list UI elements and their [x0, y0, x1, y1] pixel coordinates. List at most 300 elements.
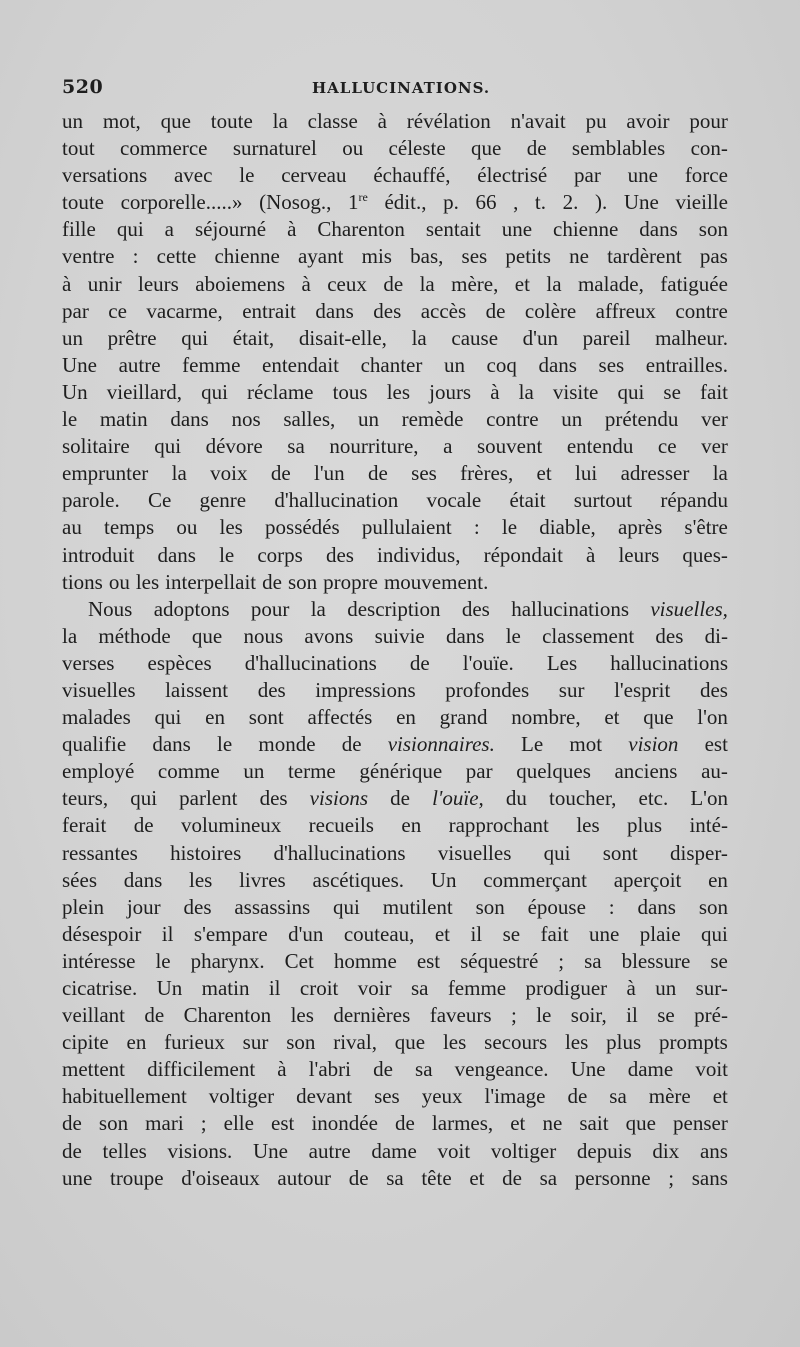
word: dans	[170, 407, 209, 432]
word: semblables	[571, 136, 666, 161]
word: pu	[585, 109, 607, 133]
text-line	[62, 514, 728, 541]
word: ferait	[62, 813, 107, 838]
word: électrisé	[477, 163, 548, 188]
word: pas	[699, 244, 728, 269]
word: femme	[447, 976, 507, 1000]
word: l'image	[484, 1084, 546, 1109]
word: s'empare	[193, 921, 268, 946]
word: nos	[231, 407, 261, 432]
word: répondait	[483, 542, 563, 567]
word: sur-	[695, 976, 728, 1000]
word: avec	[173, 163, 213, 188]
word: avoir	[626, 109, 670, 133]
word: tête	[421, 1165, 452, 1190]
text-line	[62, 162, 728, 189]
word: il	[470, 921, 483, 946]
word: prompts	[659, 1030, 728, 1055]
word: en	[126, 1030, 147, 1055]
word: autre	[308, 1138, 351, 1163]
word: souvent	[476, 434, 543, 459]
word: un	[357, 407, 379, 432]
word: des	[699, 677, 728, 702]
word: voir	[357, 976, 392, 1000]
word: à	[301, 271, 311, 296]
text-line	[62, 325, 728, 352]
word: mari	[145, 1111, 184, 1136]
word: monde	[258, 732, 316, 757]
word: laissent	[165, 677, 229, 702]
word: contre	[486, 407, 539, 432]
word: rapprochant	[448, 813, 549, 838]
word: de	[390, 786, 410, 811]
word: sont	[602, 840, 638, 865]
word: dame	[371, 1138, 417, 1163]
running-head	[62, 76, 726, 100]
word: au-	[701, 759, 728, 784]
word: femme	[182, 352, 241, 377]
word: Une	[62, 352, 97, 377]
word: voltiger	[490, 1138, 557, 1163]
word: parole.	[62, 488, 120, 513]
word: entendait	[262, 352, 339, 377]
word: espèces	[147, 650, 212, 675]
word: une	[588, 921, 620, 946]
word: et	[514, 271, 530, 296]
word: impressions	[315, 677, 416, 702]
word: Un	[430, 867, 457, 892]
word: dans	[639, 217, 678, 242]
text-line	[62, 812, 728, 839]
text-line	[62, 948, 728, 975]
word: ceux	[327, 271, 367, 296]
word: sans	[691, 1165, 728, 1190]
word: ayant	[297, 244, 344, 269]
word: pareil	[582, 325, 631, 350]
word: ver	[701, 434, 728, 459]
word: vocale	[426, 488, 482, 513]
word: la	[419, 271, 435, 296]
word: matin	[201, 976, 250, 1000]
word: du	[505, 786, 527, 811]
word: chienne	[214, 244, 280, 269]
text-line	[62, 1083, 728, 1110]
word: des	[183, 894, 212, 919]
text-line	[62, 460, 728, 487]
word: nourriture,	[329, 434, 419, 459]
word: son	[98, 1111, 129, 1136]
word: nombre,	[511, 705, 581, 730]
word: céleste	[388, 136, 446, 161]
word: une	[62, 1165, 93, 1190]
text-line	[62, 189, 728, 216]
word: les	[219, 515, 243, 540]
text-line	[62, 569, 728, 596]
word: à	[626, 976, 636, 1000]
word: :	[132, 244, 139, 269]
text-line	[62, 921, 728, 948]
word: con-	[690, 136, 728, 161]
word: les	[564, 1030, 589, 1055]
word: entendu	[566, 434, 634, 459]
word: versations	[62, 163, 148, 188]
text-line	[62, 1138, 728, 1165]
word: sées	[62, 867, 97, 892]
word: ce	[657, 434, 677, 459]
word: de	[502, 1165, 522, 1190]
word: ).	[594, 190, 608, 215]
word: un	[561, 407, 583, 432]
word: épouse	[527, 894, 586, 919]
word: visite	[552, 379, 599, 404]
word: parlent	[179, 786, 238, 811]
word: mère,	[451, 271, 499, 296]
word: telles	[102, 1138, 147, 1163]
word: une	[501, 217, 533, 242]
word: son	[698, 894, 728, 919]
word: disait-elle,	[298, 325, 387, 350]
word: p.	[443, 190, 459, 215]
word: visuelles,	[650, 596, 728, 621]
word: le	[155, 948, 171, 973]
word: malades	[62, 705, 131, 730]
word: homme	[333, 948, 397, 973]
word: cause	[451, 325, 499, 350]
word: habituellement	[62, 1084, 187, 1109]
text-line	[62, 108, 728, 135]
word: vengeance.	[454, 1057, 549, 1082]
word: inondée	[311, 1111, 378, 1136]
word: révélation	[406, 109, 491, 133]
text-line	[62, 433, 728, 460]
word: mis	[361, 244, 392, 269]
word: de	[62, 1111, 82, 1136]
word: de	[485, 298, 506, 323]
text-line	[62, 894, 728, 921]
word: secours	[484, 1030, 548, 1055]
word: visions	[309, 786, 369, 811]
word: ne	[542, 1111, 563, 1136]
word: blessure	[621, 948, 691, 973]
word: les	[135, 569, 160, 594]
word: séjourné	[194, 217, 267, 242]
word: se	[710, 948, 728, 973]
word: histoires	[170, 840, 242, 865]
word: a	[443, 434, 453, 459]
word: à	[277, 1057, 287, 1082]
word: tout	[62, 136, 95, 161]
word: verses	[62, 650, 115, 675]
word: yeux	[421, 1084, 463, 1109]
word: possédés	[265, 515, 340, 540]
word: tardèrent	[607, 244, 682, 269]
word: ses	[461, 244, 488, 269]
word: sa	[609, 1084, 627, 1109]
word: et	[469, 1165, 485, 1190]
word: t.	[534, 190, 547, 215]
word: il	[268, 976, 281, 1000]
word: dix	[652, 1138, 680, 1163]
word: employé	[62, 759, 135, 784]
word: d'hallucination	[274, 488, 399, 513]
word: couteau,	[343, 921, 415, 946]
word: la	[171, 461, 187, 486]
text-line	[62, 1056, 728, 1083]
word: d'un	[522, 325, 558, 350]
word: à	[287, 217, 297, 242]
word: chanter	[360, 352, 423, 377]
word: se	[502, 921, 521, 946]
word: ans	[699, 1138, 728, 1163]
word: à	[377, 109, 387, 133]
word: il	[626, 1003, 638, 1028]
word: sur	[558, 677, 585, 702]
word: toute	[210, 109, 253, 133]
word: profondes	[445, 677, 530, 702]
word: fait	[540, 921, 569, 946]
word: de	[341, 732, 362, 757]
word: rival,	[333, 1030, 377, 1055]
word: en	[396, 705, 416, 730]
word: fatiguée	[660, 271, 728, 296]
word: commerçant	[483, 867, 587, 892]
word: et	[434, 921, 451, 946]
word: plein	[62, 894, 104, 919]
word: leurs	[618, 542, 660, 567]
word: vieille	[675, 190, 728, 215]
text-line	[62, 542, 728, 569]
word: qui	[201, 379, 228, 404]
word: son	[475, 894, 505, 919]
word: faveurs	[429, 1003, 492, 1028]
text-line	[62, 785, 728, 812]
word: jours	[429, 379, 472, 404]
word: après	[617, 515, 663, 540]
word: veillant	[62, 1003, 125, 1028]
word: un	[62, 325, 83, 350]
word: se	[657, 1003, 675, 1028]
word: ,	[513, 190, 519, 215]
word: ou	[176, 515, 198, 540]
word: qui	[130, 786, 158, 811]
word: inté-	[689, 813, 728, 838]
word: sur	[242, 1030, 269, 1055]
word: colère	[524, 298, 577, 323]
word: adoptons	[153, 596, 230, 621]
body-text	[62, 108, 728, 1192]
word: d'hallucinations	[244, 650, 377, 675]
word: hallucinations	[610, 650, 728, 675]
word: :	[473, 515, 480, 540]
word: prétendu	[604, 407, 679, 432]
word: se	[663, 379, 681, 404]
word: le	[239, 163, 255, 188]
word: leurs	[138, 271, 179, 296]
word: troupe	[109, 1165, 164, 1190]
word: vieillard,	[106, 379, 182, 404]
word: les	[189, 867, 213, 892]
text-line	[62, 271, 728, 298]
word: n'avait	[510, 109, 566, 133]
word: devant	[296, 1084, 353, 1109]
word: mère	[648, 1084, 691, 1109]
word: toute	[62, 190, 104, 215]
word: voit	[437, 1138, 471, 1163]
word: qualifie	[62, 732, 127, 757]
word: à	[586, 542, 596, 567]
text-line	[62, 596, 728, 623]
word: réclame	[247, 379, 314, 404]
word: de	[348, 1165, 369, 1190]
text-line	[62, 731, 728, 758]
word: jour	[126, 894, 161, 919]
word: et	[604, 705, 620, 730]
word: vision	[628, 732, 679, 757]
word: anciens	[614, 759, 678, 784]
word: elle	[223, 1111, 254, 1136]
word: Cet	[284, 948, 314, 973]
text-line	[62, 867, 728, 894]
word: soir,	[570, 1003, 607, 1028]
word: mouvement.	[383, 569, 489, 594]
running-title: HALLUCINATIONS.	[312, 79, 491, 97]
word: affreux	[595, 298, 656, 323]
word: s'être	[684, 515, 728, 540]
word: genre	[199, 488, 247, 513]
word: difficilement	[147, 1057, 256, 1082]
word: description	[347, 596, 441, 621]
word: accès	[420, 298, 467, 323]
word: depuis	[576, 1138, 632, 1163]
word: autre	[118, 352, 161, 377]
text-line	[62, 1110, 728, 1137]
word: par	[465, 759, 493, 784]
word: Charenton	[317, 217, 405, 242]
word: avons	[304, 623, 354, 648]
word: la	[272, 109, 288, 133]
word: à	[490, 379, 500, 404]
word: tions	[62, 569, 103, 594]
word: surtout	[573, 488, 633, 513]
word: visionnaires.	[387, 732, 495, 757]
word: sa	[415, 1057, 433, 1082]
text-line	[62, 298, 728, 325]
word: assassins	[234, 894, 311, 919]
word: cette	[156, 244, 197, 269]
word: est	[704, 732, 728, 757]
word: ressantes	[62, 840, 138, 865]
word: les	[386, 379, 411, 404]
word: fait	[700, 379, 728, 404]
word: entrailles.	[645, 352, 728, 377]
word: de	[383, 271, 404, 296]
page-number: 520	[62, 76, 104, 98]
word: d'hallucinations	[273, 840, 406, 865]
text-line	[62, 650, 728, 677]
word: Une	[623, 190, 659, 215]
word: des	[325, 542, 354, 567]
word: larmes,	[431, 1111, 494, 1136]
word: de	[526, 136, 547, 161]
word: un	[62, 109, 83, 133]
word: commerce	[120, 136, 208, 161]
word: le	[536, 1003, 552, 1028]
word: qui	[154, 705, 182, 730]
word: propre	[323, 569, 378, 594]
word: contre	[675, 298, 728, 323]
word: diable,	[539, 515, 596, 540]
word: adresser	[620, 461, 690, 486]
word: qui	[154, 434, 182, 459]
word: des	[257, 677, 286, 702]
word: générique	[359, 759, 443, 784]
word: par	[62, 298, 89, 323]
word: emprunter	[62, 461, 149, 486]
word: qui	[181, 325, 209, 350]
word: Charenton	[183, 1003, 272, 1028]
word: la	[546, 271, 562, 296]
word: pour	[689, 109, 728, 133]
word: une	[627, 163, 658, 188]
word: entrait	[242, 298, 296, 323]
word: unir	[87, 271, 122, 296]
word: que	[471, 136, 502, 161]
word: d'oiseaux	[181, 1165, 260, 1190]
word: à	[62, 271, 72, 296]
word: échauffé,	[373, 163, 451, 188]
word: qui	[701, 921, 728, 946]
word: la	[518, 379, 534, 404]
word: le	[501, 515, 518, 540]
text-line	[62, 379, 728, 406]
word: en	[205, 705, 225, 730]
word: son	[287, 569, 318, 594]
word: terme	[287, 759, 336, 784]
word: 2.	[562, 190, 579, 215]
word: croit	[299, 976, 339, 1000]
word: dame	[627, 1057, 674, 1082]
word: penser	[673, 1111, 728, 1136]
word: introduit	[62, 542, 135, 567]
word: de	[133, 813, 154, 838]
word: un	[243, 759, 265, 784]
word: tous	[332, 379, 368, 404]
word: ventre	[62, 244, 115, 269]
word: toucher,	[549, 786, 617, 811]
word: ses	[411, 461, 437, 486]
word: désespoir	[62, 921, 142, 946]
word: dernières	[333, 1003, 411, 1028]
word: voltiger	[208, 1084, 275, 1109]
word: un	[443, 352, 465, 377]
word: l'ouïe,	[432, 786, 484, 811]
word: cicatrise.	[62, 976, 138, 1000]
word: classe	[307, 109, 358, 133]
word: di-	[704, 623, 728, 648]
word: voix	[210, 461, 248, 486]
text-line	[62, 840, 728, 867]
word: Un	[62, 379, 88, 404]
word: solitaire	[62, 434, 130, 459]
word: lui	[575, 461, 598, 486]
word: comme	[157, 759, 220, 784]
word: salles,	[283, 407, 336, 432]
word: ou	[108, 569, 130, 594]
word: l'on	[697, 705, 728, 730]
word: intéresse	[62, 948, 136, 973]
word: autour	[277, 1165, 332, 1190]
word: malade,	[577, 271, 644, 296]
